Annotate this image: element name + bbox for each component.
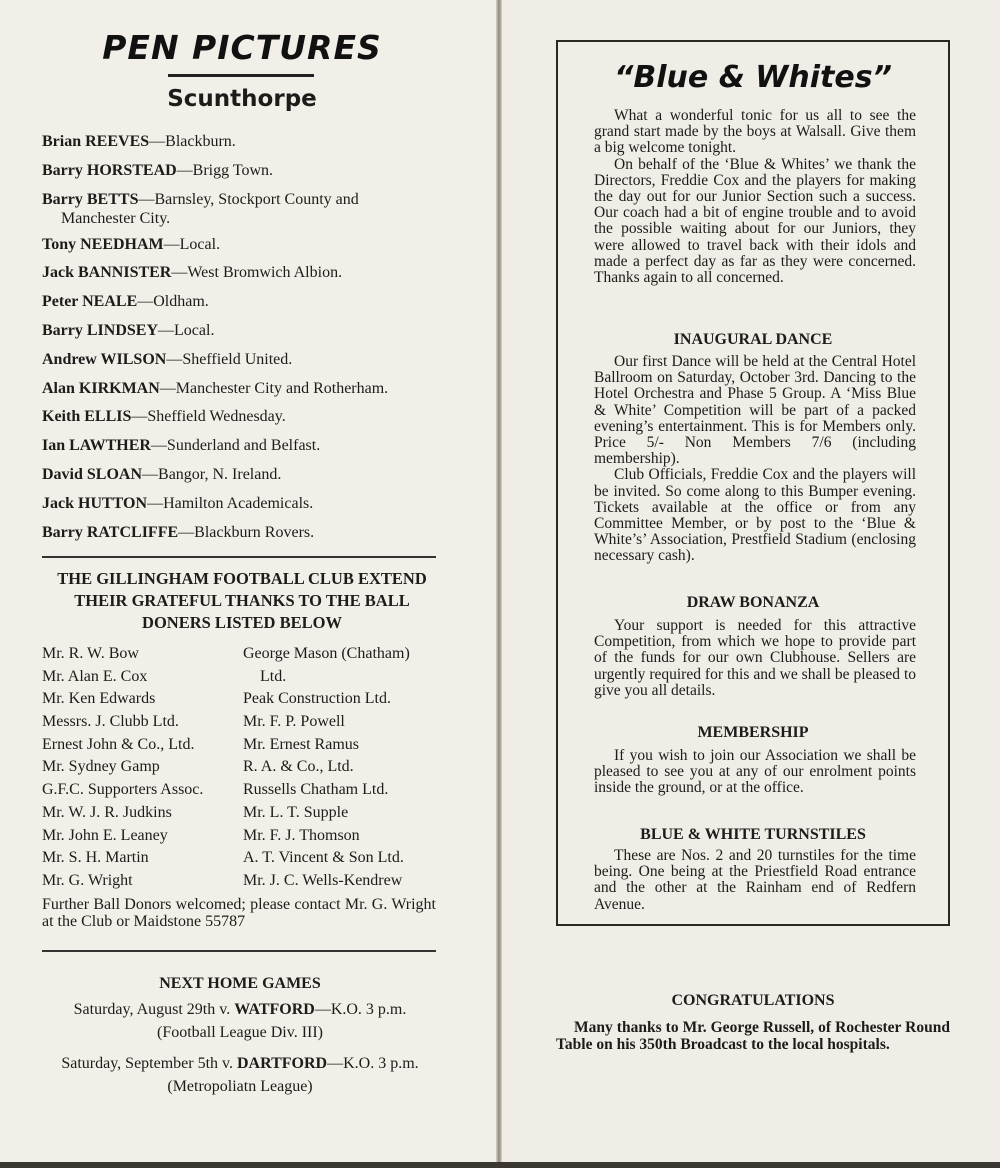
blue-whites-title: “Blue & Whites” [614,60,892,95]
further-donors-note: Further Ball Donors welcomed; please contact Mr. G. Wright at the Club or Maidstone 55787 [42,896,436,930]
turnstiles-text: These are Nos. 2 and 20 turnstiles for the time being. One being at the Priestfield Road entrance and the other at the Rainham end of Redfern Avenue. [594,847,916,913]
player-entry: Brian REEVES—Blackburn. [42,133,236,150]
page-gutter [496,0,502,1168]
donor-row: G.F.C. Supporters Assoc. Russells Chatham Ltd. [42,781,389,799]
dance-text: Our first Dance will be held at the Central Hotel Ballroom on Saturday, October 3rd. Dancing to the Hotel Orchestra and Phase 5 Group. A ‘Miss Blue & White’ Competition will be part of a packed evening’s entertainment. This is for Members only. Price 5/- Non Members 7/6 (including membership). Club Officials, Freddie Cox and the players will be invited. So come along to this Bumper evening. Tickets available at the office or from any Committee Member, or by post to the ‘Blue & White’s’ Association, Prestfield Stadium (enclosing necessary cash). [594,353,916,565]
player-entry: Barry LINDSEY—Local. [42,321,215,339]
congratulations-heading: CONGRATULATIONS [671,992,835,1009]
donor-row: Mr. Sydney Gamp R. A. & Co., Ltd. [42,758,354,776]
player-entry: Andrew WILSON—Sheffield United. [42,350,293,368]
donor-row: Mr. R. W. Bow George Mason (Chatham) [42,645,410,662]
section-divider [42,950,436,952]
draw-text: Your support is needed for this attractive Competition, from which we hope to provide part of the funds for our own Clubhouse. Sellers are urgently required for this and we shall be pleased to give you all details. [594,617,916,699]
membership-text: If you wish to join our Association we shall be pleased to see you at any of our enrolment points inside the ground, or at the office. [594,747,916,797]
player-entry: David SLOAN—Bangor, N. Ireland. [42,465,282,483]
donor-row: Messrs. J. Clubb Ltd. Mr. F. P. Powell [42,713,345,731]
team-title: Scunthorpe [167,86,317,112]
player-list [42,132,462,551]
turnstiles-heading: BLUE & WHITE TURNSTILES [640,826,866,843]
membership-heading: MEMBERSHIP [697,724,809,741]
pen-pictures-title: PEN PICTURES [102,28,382,67]
next-home-games [30,972,450,1098]
donor-row: Mr. G. Wright Mr. J. C. Wells-Kendrew [42,871,403,889]
congratulations-text: Many thanks to Mr. George Russell, of Rochester Round Table on his 350th Broadcast to the local hospitals. [556,1019,950,1053]
player-entry: Ian LAWTHER—Sunderland and Belfast. [42,437,321,455]
page-bottom-edge [0,1162,1000,1168]
fixture-line: Saturday, August 29th v. WATFORD—K.O. 3 p.m. [73,1001,407,1018]
player-entry: Barry HORSTEAD—Brigg Town. [42,161,274,179]
section-divider [42,556,436,558]
fixture-line: Saturday, September 5th v. DARTFORD—K.O. 3 p.m. [61,1055,419,1072]
draw-heading: DRAW BONANZA [686,594,820,611]
player-entry: Tony NEEDHAM—Local. [42,235,221,253]
donor-list [42,643,462,893]
donor-row: Mr. W. J. R. Judkins Mr. L. T. Supple [42,803,349,821]
donor-row: Mr. Ken Edwards Peak Construction Ltd. [42,690,391,708]
player-entry: Jack BANNISTER—West Bromwich Albion. [42,264,343,282]
player-entry: Alan KIRKMAN—Manchester City and Rotherham. [42,379,389,397]
dance-heading: INAUGURAL DANCE [673,331,833,348]
fixture-competition: (Football League Div. III) [156,1024,323,1041]
donor-row: Mr. John E. Leaney Mr. F. J. Thomson [42,826,360,844]
player-entry: Keith ELLIS—Sheffield Wednesday. [42,408,286,426]
donor-row: Mr. Alan E. Cox Ltd. [42,667,287,685]
player-entry: Jack HUTTON—Hamilton Academicals. [42,494,314,512]
donor-row: Mr. S. H. Martin A. T. Vincent & Son Ltd. [42,849,404,867]
fixture-competition: (Metropoliatn League) [167,1078,313,1095]
next-games-heading: NEXT HOME GAMES [159,975,321,992]
intro-text: What a wonderful tonic for us all to see the grand start made by the boys at Walsall. Give them a big welcome tonight. On behalf of the ‘Blue & Whites’ we thank the Directors, Freddie Cox and the players for making the day out for our Junior Section such a success. Our coach had a bit of engine trouble and to avoid the possible waiting about for our Juniors, they were allowed to travel back with their idols and made a perfect day as far as they were concerned. Thanks again to all concerned. [594,107,916,287]
player-entry: Barry BETTS—Barnsley, Stockport County and Manchester City. [42,190,359,227]
title-rule [168,74,314,77]
ball-donors-heading: THE GILLINGHAM FOOTBALL CLUB EXTEND THEIR GRATEFUL THANKS TO THE BALL DONERS LISTED BELOW [57,569,427,632]
player-entry: Peter NEALE—Oldham. [42,293,209,311]
donor-row: Ernest John & Co., Ltd. Mr. Ernest Ramus [42,735,359,753]
player-entry: Barry RATCLIFFE—Blackburn Rovers. [42,523,315,541]
